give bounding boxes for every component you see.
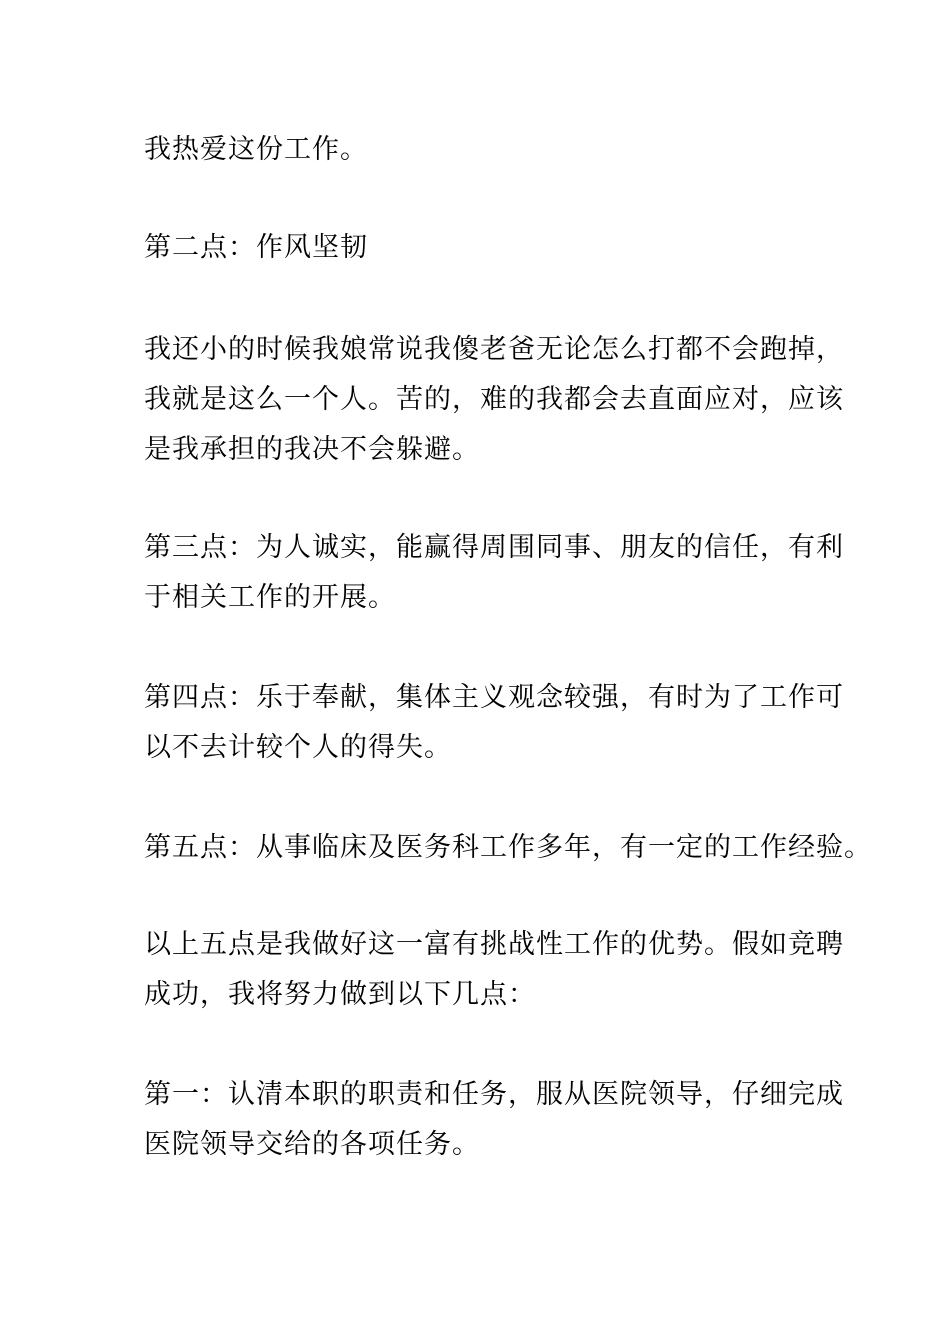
text-line: 于相关工作的开展。 (144, 582, 396, 613)
text-line: 我热爱这份工作。 (144, 134, 368, 165)
text-line: 第一：认清本职的职责和任务，服从医院领导，仔细完成 (144, 1079, 844, 1110)
text-line: 第三点：为人诚实，能赢得周围同事、朋友的信任，有利 (144, 532, 844, 563)
paragraph-point-five (144, 823, 872, 873)
text-line: 成功，我将努力做到以下几点： (144, 979, 536, 1010)
paragraph-love-work (144, 125, 814, 175)
heading-point-two (144, 223, 814, 273)
text-line: 第四点：乐于奉献，集体主义观念较强，有时为了工作可 (144, 682, 844, 713)
paragraph-summary (144, 920, 844, 1020)
text-line: 以不去计较个人的得失。 (144, 732, 452, 763)
text-line: 我还小的时候我娘常说我傻老爸无论怎么打都不会跑掉， (144, 334, 844, 365)
paragraph-childhood (144, 325, 844, 475)
paragraph-first-goal (144, 1070, 844, 1170)
text-line: 第二点：作风坚韧 (144, 232, 368, 263)
text-line: 是我承担的我决不会躲避。 (144, 434, 480, 465)
text-line: 以上五点是我做好这一富有挑战性工作的优势。假如竞聘 (144, 929, 844, 960)
paragraph-point-three (144, 523, 844, 623)
paragraph-point-four (144, 673, 844, 773)
text-line: 医院领导交给的各项任务。 (144, 1129, 480, 1160)
text-line: 第五点：从事临床及医务科工作多年，有一定的工作经验。 (144, 832, 872, 863)
text-line: 我就是这么一个人。苦的，难的我都会去直面应对，应该 (144, 384, 844, 415)
